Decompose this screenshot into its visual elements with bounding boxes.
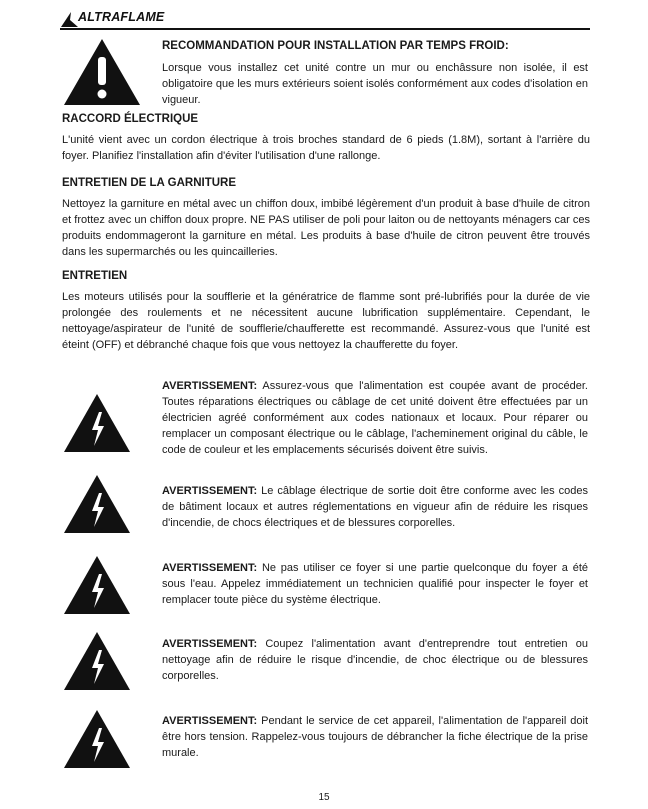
maintenance-body: Les moteurs utilisés pour la soufflerie et la génératrice de flamme sont pré-lubrifiés pour la durée de vie prolongée des roulements et ne nécessitent aucune lubrification supplémentaire. Cependant, le nettoyage/aspirateur de l'unité de soufflerie/chaufferette est recommandé. Assurez-vous que l'unité est éteint (OFF) et débranché chaque fois que vous nettoyez la chaufferette du foyer.: [62, 291, 590, 351]
warning-text: AVERTISSEMENT: Ne pas utiliser ce foyer si une partie quelconque du foyer a été sous l'eau. Appelez immédiatement un technicien qualifié pour inspecter le foyer et remplacer toute pièce du système électrique.: [162, 562, 588, 606]
warning-text: AVERTISSEMENT: Coupez l'alimentation avant d'entreprendre tout entretien ou nettoyage afin de réduire le risque d'incendie, de choc électrique ou de blessures corporelles.: [162, 638, 588, 682]
trim-title: ENTRETIEN DE LA GARNITURE: [62, 177, 236, 189]
warning-text: AVERTISSEMENT: Assurez-vous que l'alimentation est coupée avant de procéder. Toutes réparations électriques ou câblage de cet unité doivent être effectuées par un électricien agréé conformément aux codes nationaux et locaux. Pour réparer ou remplacer un composant électrique ou le câblage, l'acheminement original du câble, le code de couleur et les emplacements sécurisés doivent être suivis.: [162, 380, 588, 456]
cold-weather-section: [162, 40, 588, 108]
electric-hazard-icon: [62, 554, 132, 616]
electric-hazard-icon: [62, 630, 132, 692]
warning-item: [62, 483, 590, 563]
warning-item: [62, 378, 590, 458]
header-divider: [60, 28, 590, 30]
page-number: 15: [318, 792, 330, 803]
maintenance-title: ENTRETIEN: [62, 270, 128, 282]
brand-name: ALTRAFLAME: [78, 10, 165, 24]
cold-weather-body: Lorsque vous installez cet unité contre un mur ou enchâssure non isolée, il est obligatoire que les murs extérieurs soient isolés conformément aux codes d'isolation en vigueur.: [162, 62, 588, 106]
warning-text: AVERTISSEMENT: Pendant le service de cet appareil, l'alimentation de l'appareil doit être hors tension. Rappelez-vous toujours de débrancher la fiche électrique de la prise murale.: [162, 715, 588, 759]
warning-text: AVERTISSEMENT: Le câblage électrique de sortie doit être conforme avec les codes de bâtiment locaux et autres réglementations en vigueur afin de réduire les risques d'incendie, de chocs électriques et de blessures corporelles.: [162, 485, 588, 529]
warning-item: [62, 713, 590, 793]
warning-item: [62, 560, 590, 640]
electric-hazard-icon: [62, 708, 132, 770]
electric-hazard-icon: [62, 473, 132, 535]
electrical-body: L'unité vient avec un cordon électrique à trois broches standard de 6 pieds (1.8M), sortant à l'arrière du foyer. Planifiez l'installation afin d'éviter l'utilisation d'une rallonge.: [62, 134, 590, 162]
trim-body: Nettoyez la garniture en métal avec un chiffon doux, imbibé légèrement d'un produit à base d'huile de citron et frottez avec un chiffon doux propre. NE PAS utiliser de poli pour laiton ou de nettoyants ménagers car ces produits endommageront la garniture en métal. Les produits à base d'huile de citron peuvent être trouvés dans les supermarchés ou les quincailleries.: [62, 198, 590, 258]
warning-exclamation-icon: [62, 37, 142, 107]
logo-flame-icon: [60, 8, 80, 28]
trim-section: [62, 177, 590, 260]
brand-logo: [60, 8, 165, 30]
electric-hazard-icon: [62, 392, 132, 454]
maintenance-section: [62, 270, 590, 353]
electrical-title: RACCORD ÉLECTRIQUE: [62, 113, 199, 125]
electrical-section: [62, 113, 590, 164]
cold-weather-title: RECOMMANDATION POUR INSTALLATION PAR TEMPS FROID:: [162, 40, 509, 52]
warning-item: [62, 636, 590, 716]
